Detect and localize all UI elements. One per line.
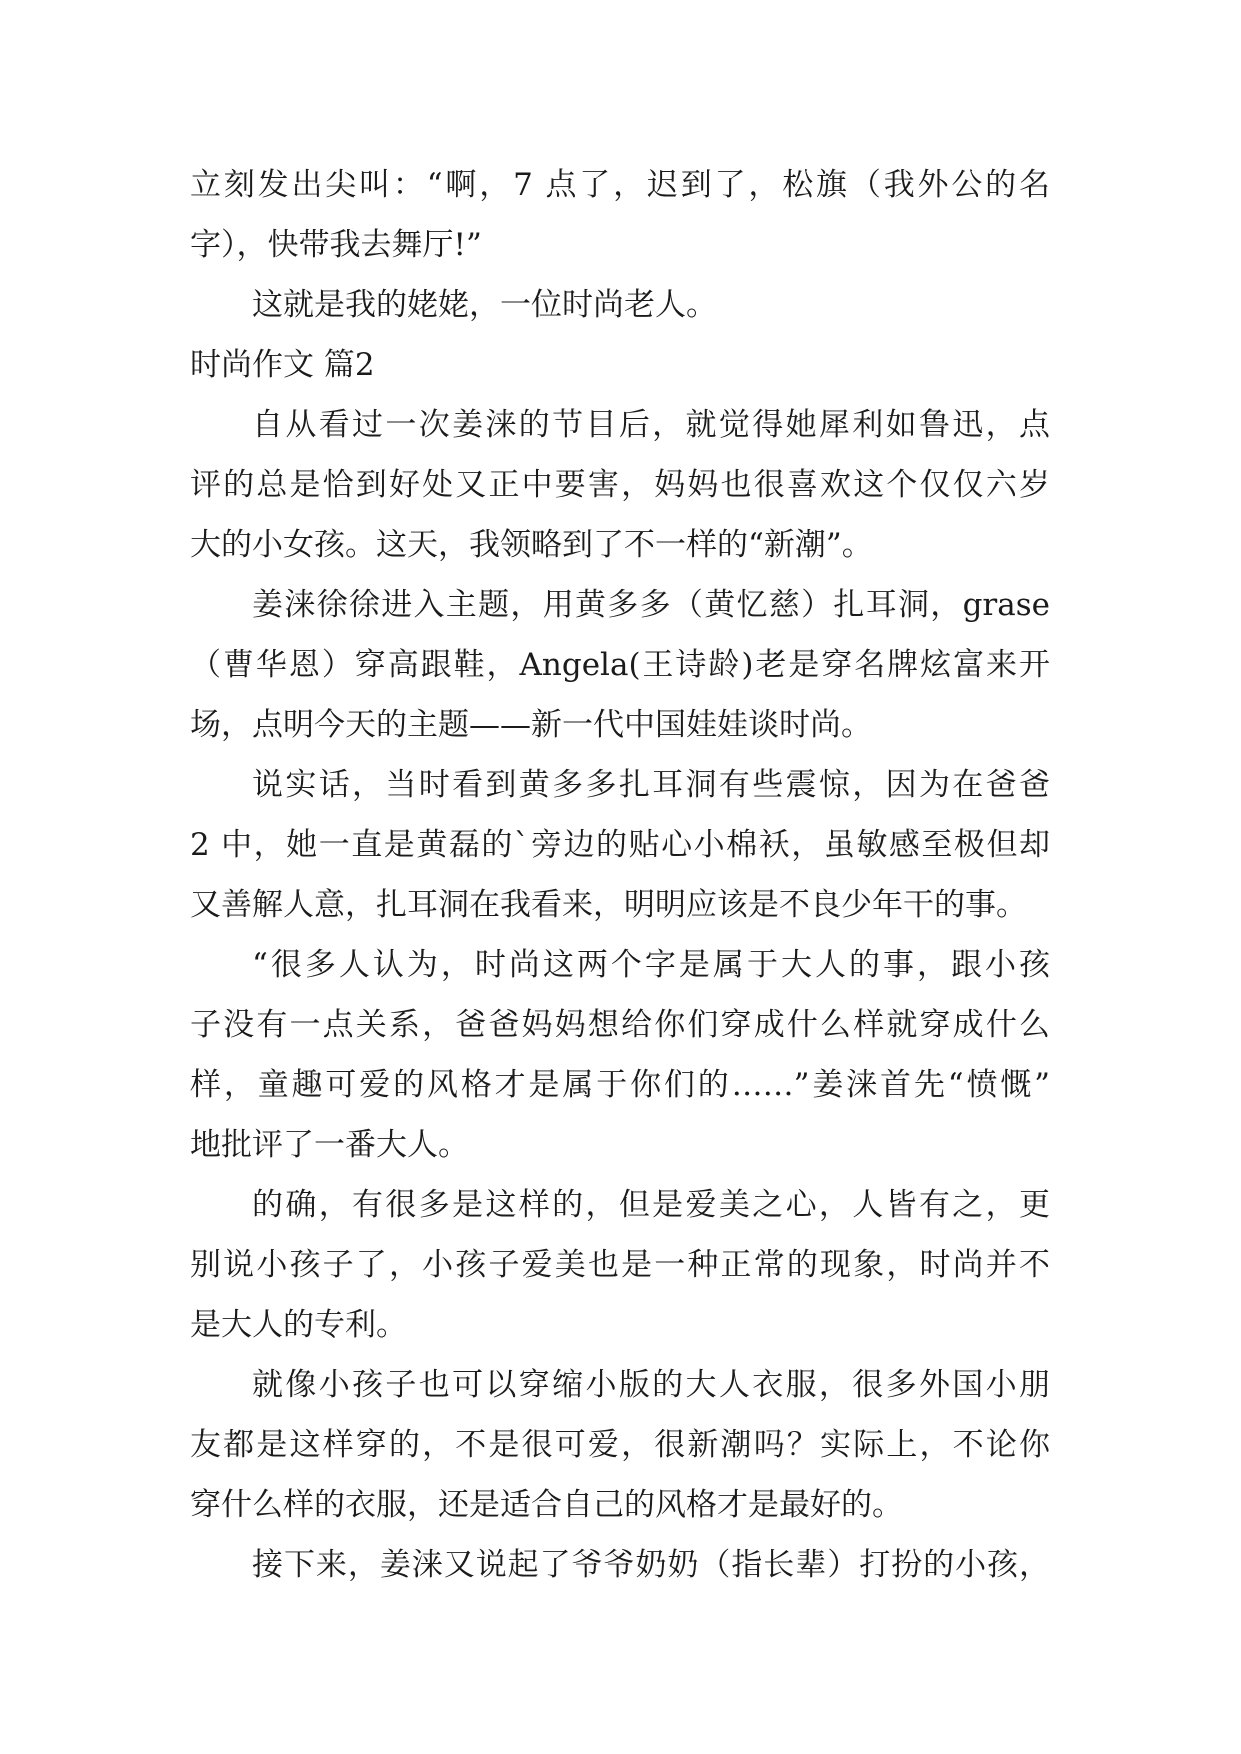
text-line: 子没有一点关系，爸爸妈妈想给你们穿成什么样就穿成什么 (190, 1007, 1050, 1043)
section-heading (190, 335, 1050, 395)
paragraph (190, 275, 1050, 335)
text-line: 自从看过一次姜涞的节目后，就觉得她犀利如鲁迅，点 (252, 407, 1050, 443)
text-line: 姜涞徐徐进入主题，用黄多多（黄忆慈）扎耳洞，grase (252, 587, 1050, 623)
text-line: 评的总是恰到好处又正中要害，妈妈也很喜欢这个仅仅六岁 (190, 467, 1050, 503)
text-line: 2 中，她一直是黄磊的`旁边的贴心小棉袄，虽敏感至极但却 (190, 827, 1050, 863)
text-line: 穿什么样的衣服，还是适合自己的风格才是最好的。 (190, 1487, 903, 1523)
text-line: 样，童趣可爱的风格才是属于你们的……”姜涞首先“愤慨” (190, 1067, 1050, 1103)
text-line: “很多人认为，时尚这两个字是属于大人的事，跟小孩 (252, 947, 1050, 983)
text-line: 立刻发出尖叫：“啊，7 点了，迟到了，松旗（我外公的名 (190, 167, 1050, 203)
paragraph (190, 935, 1050, 1175)
text-line: 又善解人意，扎耳洞在我看来，明明应该是不良少年干的事。 (190, 887, 1027, 923)
text-line: （曹华恩）穿高跟鞋，Angela(王诗龄)老是穿名牌炫富来开 (190, 647, 1050, 683)
paragraph (190, 395, 1050, 575)
heading-text: 时尚作文 篇2 (190, 347, 375, 383)
text-line: 的确，有很多是这样的，但是爱美之心，人皆有之，更 (252, 1187, 1050, 1223)
paragraph (190, 155, 1050, 275)
text-line: 别说小孩子了，小孩子爱美也是一种正常的现象，时尚并不 (190, 1247, 1050, 1283)
text-line: 是大人的专利。 (190, 1307, 407, 1343)
text-line: 这就是我的姥姥，一位时尚老人。 (252, 287, 717, 323)
paragraph (190, 1175, 1050, 1355)
text-line: 接下来，姜涞又说起了爷爷奶奶（指长辈）打扮的小孩， (252, 1547, 1050, 1583)
paragraph (190, 755, 1050, 935)
text-line: 说实话，当时看到黄多多扎耳洞有些震惊，因为在爸爸 (252, 767, 1050, 803)
text-line: 友都是这样穿的，不是很可爱，很新潮吗？实际上，不论你 (190, 1427, 1050, 1463)
text-line: 就像小孩子也可以穿缩小版的大人衣服，很多外国小朋 (252, 1367, 1050, 1403)
paragraph (190, 1535, 1050, 1595)
text-line: 场，点明今天的主题——新一代中国娃娃谈时尚。 (190, 707, 872, 743)
document-body (190, 155, 1050, 1595)
paragraph (190, 1355, 1050, 1535)
text-line: 字），快带我去舞厅!” (190, 227, 482, 263)
text-line: 大的小女孩。这天，我领略到了不一样的“新潮”。 (190, 527, 873, 563)
text-line: 地批评了一番大人。 (190, 1127, 469, 1163)
paragraph (190, 575, 1050, 755)
